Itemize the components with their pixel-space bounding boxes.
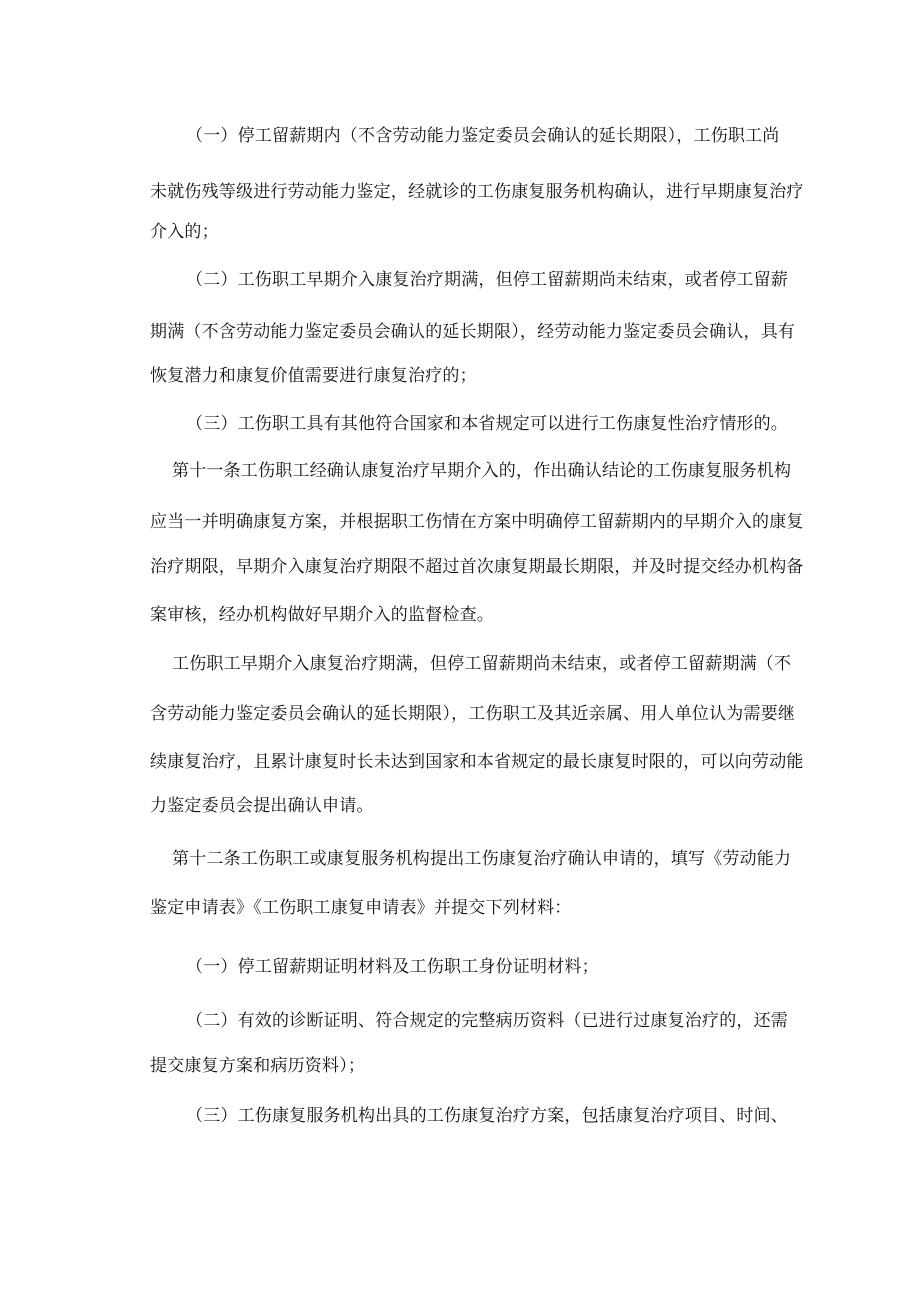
paragraph-2-line-2: 期满（不含劳动能力鉴定委员会确认的延长期限），经劳动能力鉴定委员会确认，具有 [150, 322, 796, 342]
article-11-line-2: 应当一并明确康复方案，并根据职工伤情在方案中明确停工留薪期内的早期介入的康复 [150, 512, 804, 532]
article-12-line-2: 鉴定申请表》《工伤职工康复申请表》并提交下列材料： [150, 898, 572, 918]
article-11-line-3: 治疗期限，早期介入康复治疗期限不超过首次康复期最长期限，并及时提交经办机构备 [150, 557, 804, 577]
list-item-2-line-1: （二）有效的诊断证明、符合规定的完整病历资料（已进行过康复治疗的，还需 [186, 1011, 788, 1031]
paragraph-4-line-2: 含劳动能力鉴定委员会确认的延长期限），工伤职工及其近亲属、用人单位认为需要继 [150, 704, 796, 724]
list-item-3-line-1: （三）工伤康复服务机构出具的工伤康复治疗方案，包括康复治疗项目、时间、 [186, 1106, 788, 1126]
paragraph-1-line-2: 未就伤残等级进行劳动能力鉴定，经就诊的工伤康复服务机构确认，进行早期康复治疗 [150, 182, 804, 202]
paragraph-2-line-1: （二）工伤职工早期介入康复治疗期满，但停工留薪期尚未结束，或者停工留薪 [186, 270, 788, 290]
paragraph-4-line-3: 续康复治疗，且累计康复时长未达到国家和本省规定的最长康复时限的，可以向劳动能 [150, 752, 804, 772]
article-11-line-1: 第十一条工伤职工经确认康复治疗早期介入的，作出确认结论的工伤康复服务机构 [172, 461, 792, 481]
paragraph-4-line-4: 力鉴定委员会提出确认申请。 [150, 796, 374, 816]
list-item-2-line-2: 提交康复方案和病历资料）； [150, 1056, 366, 1076]
paragraph-4-line-1: 工伤职工早期介入康复治疗期满，但停工留薪期尚未结束，或者停工留薪期满（不 [172, 654, 792, 674]
article-12-line-1: 第十二条工伤职工或康复服务机构提出工伤康复治疗确认申请的，填写《劳动能力 [172, 849, 792, 869]
list-item-1: （一）停工留薪期证明材料及工伤职工身份证明材料； [186, 957, 599, 977]
paragraph-1-line-3: 介入的； [150, 222, 219, 242]
paragraph-1-line-1: （一）停工留薪期内（不含劳动能力鉴定委员会确认的延长期限），工伤职工尚 [186, 126, 780, 146]
article-11-line-4: 案审核，经办机构做好早期介入的监督检查。 [150, 605, 494, 625]
paragraph-2-line-3: 恢复潜力和康复价值需要进行康复治疗的； [150, 366, 477, 386]
paragraph-3-line-1: （三）工伤职工具有其他符合国家和本省规定可以进行工伤康复性治疗情形的。 [186, 414, 788, 434]
